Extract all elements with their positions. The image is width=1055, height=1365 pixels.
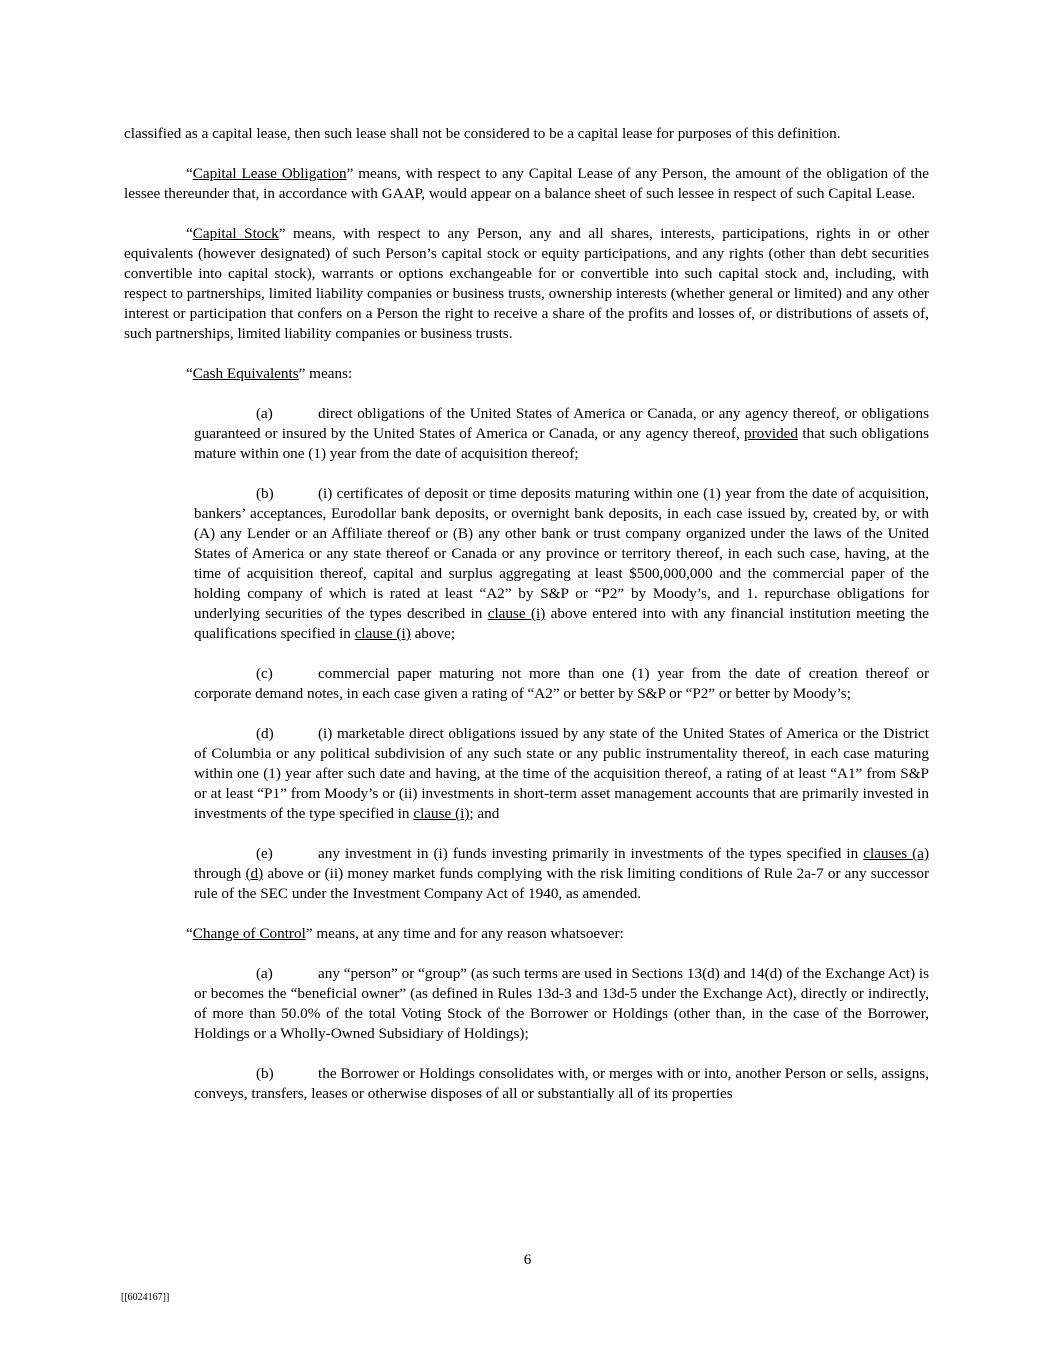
clause-text: any investment in (i) funds investing primarily in investments of the types specified in	[318, 845, 864, 862]
defined-term: Cash Equivalents	[192, 365, 299, 382]
underlined-term: provided	[744, 425, 799, 442]
cash-equivalents-clause-e	[194, 844, 929, 904]
defined-term: Capital Lease Obligation	[192, 165, 347, 182]
definition-text: ” means:	[298, 365, 353, 382]
definition-text: ” means, at any time and for any reason whatsoever:	[305, 925, 624, 942]
clause-reference: clause (i)	[354, 625, 411, 642]
clause-label: (a)	[256, 965, 273, 982]
clause-text: commercial paper maturing not more than one (1) year from the date of creation thereof or corporate demand notes, in each case given a rating of “A2” or better by S&P or “P2” or better by Moody’s;	[194, 665, 929, 702]
definition-cash-equivalents	[124, 364, 929, 384]
clause-text: the Borrower or Holdings consolidates with, or merges with or into, another Person or sells, assigns, conveys, transfers, leases or otherwise disposes of all or substantially all of its properties	[194, 1065, 929, 1102]
definition-capital-lease-obligation	[124, 164, 929, 204]
clause-text: (i) certificates of deposit or time deposits maturing within one (1) year from the date of acquisition, bankers’ acceptances, Eurodollar bank deposits, or overnight bank deposits, in each case issued by, created by, or with (A) any Lender or an Affiliate thereof or (B) any other bank or trust company organized under the laws of the United States of America or any state thereof or Canada or any province or territory thereof, in each such case, having, at the time of acquisition thereof, capital and surplus aggregating at least $500,000,000 and the commercial paper of the holding company of which is rated at least “A2” by S&P or “P2” by Moody’s, and 1. repurchase obligations for underlying securities of the types described in	[194, 485, 929, 622]
cash-equivalents-clause-b	[194, 484, 929, 644]
cash-equivalents-clause-c	[194, 664, 929, 704]
paragraph-text: classified as a capital lease, then such lease shall not be considered to be a capital lease for purposes of this definition.	[124, 125, 841, 142]
change-of-control-clause-b	[194, 1064, 929, 1104]
clause-reference: clause (i)	[487, 605, 546, 622]
open-quote: “	[186, 165, 193, 182]
clause-text: ; and	[469, 805, 500, 822]
page-number: 6	[523, 1251, 532, 1268]
clause-label: (b)	[256, 1065, 274, 1082]
document-id: [[6024167]]	[121, 1292, 170, 1303]
clause-text: above entered into with any financial institution meeting the qualifications specified in	[194, 605, 929, 642]
defined-term: Capital Stock	[192, 225, 279, 242]
definition-text: ” means, with respect to any Capital Lease of any Person, the amount of the obligation of the lessee thereunder that, in accordance with GAAP, would appear on a balance sheet of such lessee in respect of such Capital Lease.	[124, 165, 929, 202]
clause-label: (a)	[256, 405, 273, 422]
clause-text: above or (ii) money market funds complying with the risk limiting conditions of Rule 2a-7 or any successor rule of the SEC under the Investment Company Act of 1940, as amended.	[194, 865, 929, 902]
clause-text: through	[194, 865, 246, 882]
open-quote: “	[186, 925, 193, 942]
definition-text: ” means, with respect to any Person, any and all shares, interests, participations, rights in or other equivalents (however designated) of such Person’s capital stock or equity participations, and any rights (other than debt securities convertible into capital stock), warrants or options exchangeable for or convertible into such capital stock and, including, with respect to partnerships, limited liability companies or business trusts, ownership interests (whether general or limited) and any other interest or participation that confers on a Person the right to receive a share of the profits and losses of, or distributions of assets of, such partnerships, limited liability companies or business trusts.	[124, 225, 929, 342]
open-quote: “	[186, 365, 193, 382]
clause-text: that such obligations mature within one (1) year from the date of acquisition thereof;	[194, 425, 929, 462]
clause-reference: (d)	[245, 865, 264, 882]
clause-text: above;	[410, 625, 456, 642]
continuation-paragraph	[124, 124, 929, 144]
cash-equivalents-clause-d	[194, 724, 929, 824]
definition-capital-stock	[124, 224, 929, 344]
clause-text: (i) marketable direct obligations issued by any state of the United States of America or the District of Columbia or any political subdivision of any such state or any public instrumentality thereof, in each case maturing within one (1) year after such date and having, at the time of the acquisition thereof, a rating of at least “A1” from S&P or at least “P1” from Moody’s or (ii) investments in short-term asset management accounts that are primarily invested in investments of the type specified in	[194, 725, 929, 822]
clause-label: (b)	[256, 485, 274, 502]
clause-label: (c)	[256, 665, 273, 682]
change-of-control-clause-a	[194, 964, 929, 1044]
open-quote: “	[186, 225, 193, 242]
definition-change-of-control	[124, 924, 929, 944]
clause-reference: clauses (a)	[863, 845, 930, 862]
document-page	[124, 124, 929, 1124]
clause-text: any “person” or “group” (as such terms are used in Sections 13(d) and 14(d) of the Exchange Act) is or becomes the “beneficial owner” (as defined in Rules 13d-3 and 13d-5 under the Exchange Act), directly or indirectly, of more than 50.0% of the total Voting Stock of the Borrower or Holdings (other than, in the case of the Borrower, Holdings or a Wholly-Owned Subsidiary of Holdings);	[194, 965, 929, 1042]
clause-label: (e)	[256, 845, 273, 862]
cash-equivalents-clause-a	[194, 404, 929, 464]
clause-reference: clause (i)	[413, 805, 470, 822]
defined-term: Change of Control	[192, 925, 306, 942]
clause-label: (d)	[256, 725, 274, 742]
clause-text: direct obligations of the United States of America or Canada, or any agency thereof, or obligations guaranteed or insured by the United States of America or Canada, or any agency thereof,	[194, 405, 929, 442]
